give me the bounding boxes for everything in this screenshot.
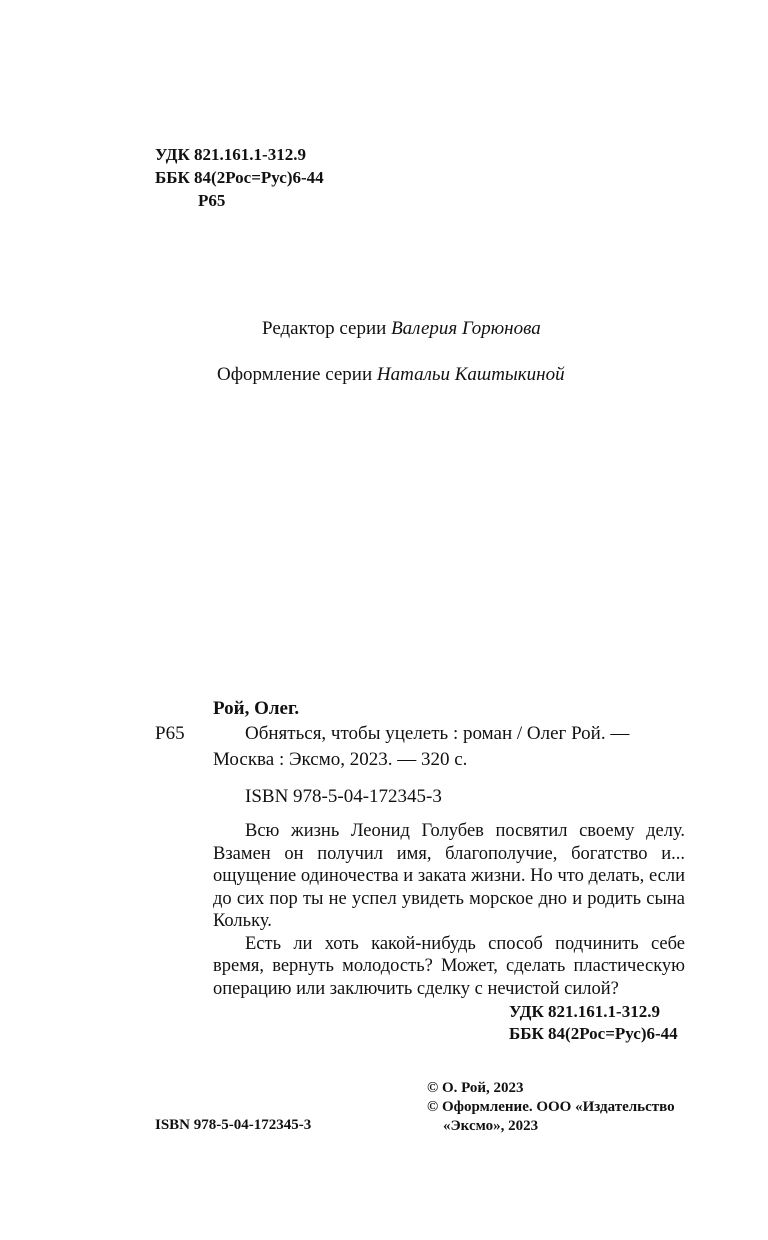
copyright-author: © О. Рой, 2023 (427, 1080, 524, 1096)
series-editor-label: Редактор серии (262, 318, 387, 339)
annotation-paragraph-2: Есть ли хоть какой-нибудь способ подчинить себе время, вернуть молодость? Может, сделать пластическую операцию или заключить сделку с нечистой силой? (213, 933, 685, 999)
bib-title-line-1: Обняться, чтобы уцелеть : роман / Олег Рой. — (245, 723, 630, 744)
footer-udk-code: УДК 821.161.1-312.9 (509, 1002, 660, 1021)
series-design-credit (217, 364, 565, 386)
bottom-isbn: ISBN 978-5-04-172345-3 (155, 1117, 312, 1133)
copyright-design-line-1: © Оформление. ООО «Издательство (427, 1099, 675, 1115)
series-editor-credit (262, 318, 541, 340)
copyright-design-line-2: «Эксмо», 2023 (443, 1118, 539, 1134)
bib-author: Рой, Олег. (213, 698, 300, 719)
bbk-code: ББК 84(2Рос=Рус)6-44 (155, 168, 324, 187)
series-design-name: Натальи Каштыкиной (376, 364, 565, 385)
annotation-paragraph-1: Всю жизнь Леонид Голубев посвятил своему делу. Взамен он получил имя, благополучие, богатство и... ощущение одиночества и заката жизни. Но что делать, если до сих пор ты не успел увидеть морское дно и родить сына Кольку. (213, 821, 685, 931)
footer-bbk-code: ББК 84(2Рос=Рус)6-44 (509, 1024, 678, 1043)
bib-author-mark: Р65 (155, 723, 185, 744)
annotation (213, 820, 685, 1000)
udk-code: УДК 821.161.1-312.9 (155, 145, 306, 164)
bib-isbn: ISBN 978-5-04-172345-3 (245, 786, 442, 807)
series-design-label: Оформление серии (217, 364, 373, 385)
author-mark-code: Р65 (198, 191, 226, 210)
series-editor-name: Валерия Горюнова (391, 318, 541, 339)
bib-title-line-2: Москва : Эксмо, 2023. — 320 с. (213, 749, 468, 770)
